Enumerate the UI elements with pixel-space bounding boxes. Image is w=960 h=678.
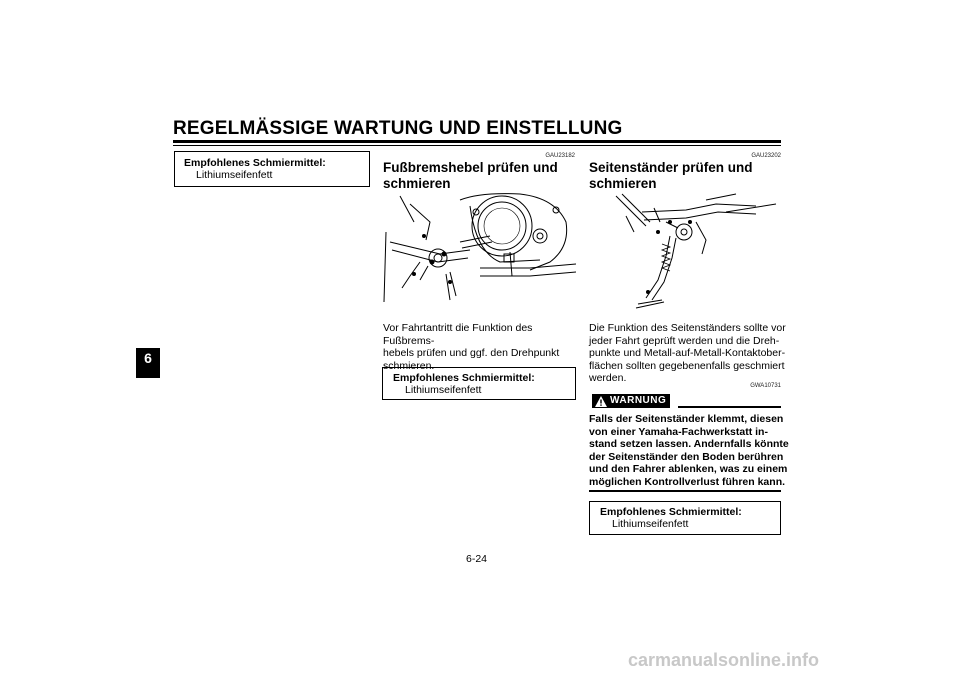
warning-badge (592, 394, 670, 408)
paragraph-line: werden. (589, 372, 627, 384)
sidestand-illustration (606, 192, 781, 310)
warning-line: der Seitenständer den Boden berühren (589, 450, 784, 463)
warning-text (589, 413, 789, 488)
warning-line: und den Fahrer ablenken, was zu einem (589, 463, 788, 475)
chapter-tab: 6 (136, 348, 160, 378)
heading-line: schmieren (589, 176, 657, 191)
paragraph-line: Die Funktion des Seitenständers sollte vor (589, 322, 786, 334)
lubricant-box-title: Empfohlenes Schmiermittel: (184, 157, 326, 169)
warning-triangle-icon (595, 396, 607, 407)
section-heading-brake (383, 160, 583, 192)
lubricant-box-value: Lithiumseifenfett (405, 384, 482, 396)
warning-label: WARNUNG (610, 395, 667, 406)
lubricant-box-left (174, 151, 370, 187)
heading-line: Fußbremshebel prüfen und (383, 160, 558, 175)
header-rule (173, 140, 781, 143)
warning-rule-bottom (589, 490, 781, 492)
paragraph-line: punkte und Metall-auf-Metall-Kontaktober- (589, 347, 786, 359)
lubricant-box-value: Lithiumseifenfett (196, 169, 273, 181)
brake-pedal-illustration (380, 192, 576, 304)
paragraph-line: schmieren. (383, 359, 435, 372)
warning-line: stand setzen lassen. Andernfalls könnte (589, 438, 789, 450)
warning-line: Falls der Seitenständer klemmt, diesen (589, 413, 784, 425)
warning-line: von einer Yamaha-Fachwerkstatt in- (589, 425, 768, 438)
watermark: carmanualsonline.info (628, 650, 820, 670)
paragraph-line: flächen sollten gegebenenfalls geschmiert (589, 359, 785, 372)
sidestand-paragraph (589, 322, 789, 385)
paragraph-line: hebels prüfen und ggf. den Drehpunkt (383, 347, 560, 359)
page-number: 6-24 (466, 553, 488, 565)
heading-line: schmieren (383, 176, 451, 191)
warning-rule-top (678, 406, 781, 408)
page-title: REGELMÄSSIGE WARTUNG UND EINSTELLUNG (173, 118, 623, 139)
heading-line: Seitenständer prüfen und (589, 160, 753, 175)
warning-code: GWA10731 (750, 383, 781, 389)
paragraph-line: Vor Fahrtantritt die Funktion des Fußbrems- (383, 322, 533, 347)
warning-line: möglichen Kontrollverlust führen kann. (589, 475, 786, 488)
section-heading-sidestand (589, 160, 789, 192)
paragraph-line: jeder Fahrt geprüft werden und die Dreh- (589, 334, 780, 347)
lubricant-box-right (589, 501, 781, 535)
lubricant-box-middle (382, 367, 576, 400)
lubricant-box-title: Empfohlenes Schmiermittel: (393, 372, 535, 384)
section-code: GAU23202 (751, 153, 781, 159)
lubricant-box-title: Empfohlenes Schmiermittel: (600, 506, 742, 518)
brake-paragraph (383, 322, 583, 372)
header-rule-thin (173, 145, 781, 146)
section-code: GAU23182 (545, 153, 575, 159)
lubricant-box-value: Lithiumseifenfett (612, 518, 689, 530)
